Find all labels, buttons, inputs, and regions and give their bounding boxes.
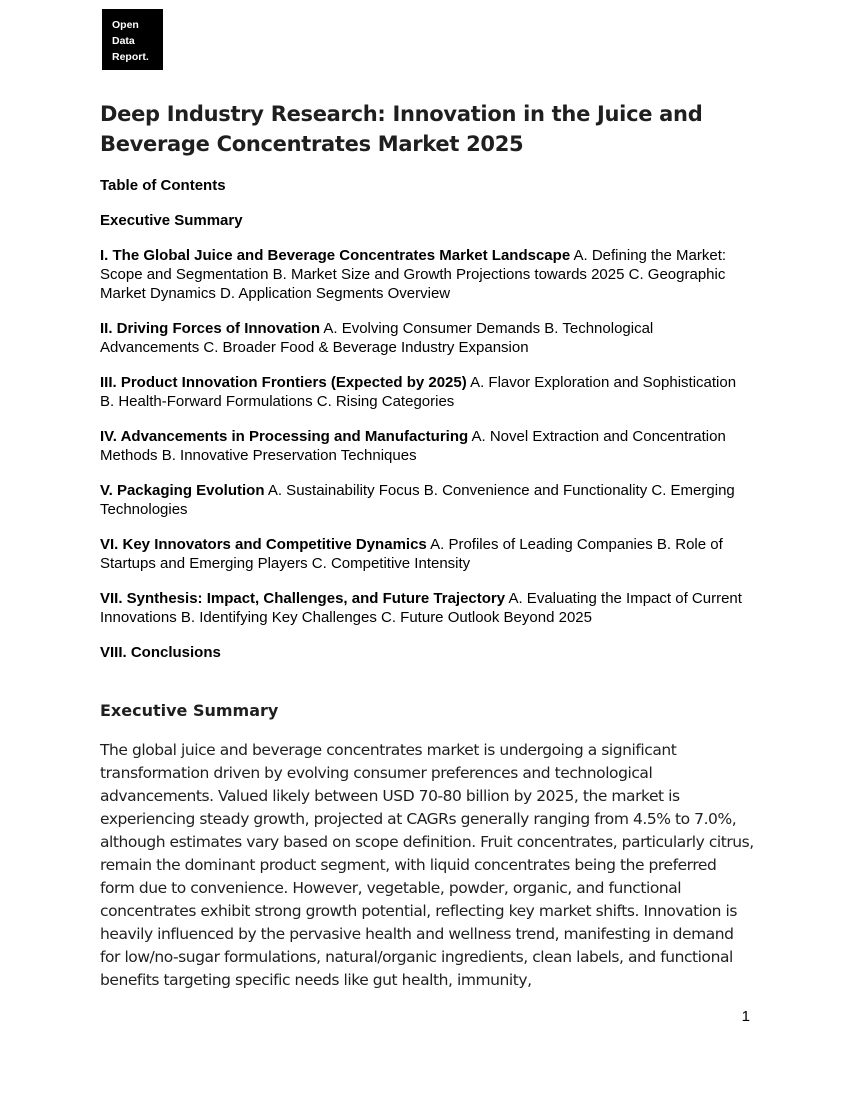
toc-section-title: I. The Global Juice and Beverage Concentrates Market Landscape [100, 247, 571, 264]
toc-section-title: VI. Key Innovators and Competitive Dynamics [100, 536, 427, 553]
toc-section-5 [100, 481, 752, 519]
toc-section-title: VII. Synthesis: Impact, Challenges, and Future Trajectory [100, 590, 506, 607]
open-data-report-logo [102, 9, 163, 70]
toc-section-7 [100, 589, 752, 627]
toc-section-4 [100, 427, 752, 465]
toc-executive-summary: Executive Summary [100, 212, 243, 229]
toc-conclusions: VIII. Conclusions [100, 644, 221, 661]
executive-summary-heading: Executive Summary [100, 701, 279, 720]
toc-section-subsections: A. Sustainability Focus B. Convenience and Functionality C. Emerging Technologies [100, 482, 735, 518]
toc-section-title: II. Driving Forces of Innovation [100, 320, 321, 337]
toc-section-6 [100, 535, 752, 573]
toc-section-title: III. Product Innovation Frontiers (Expected by 2025) [100, 374, 467, 391]
report-title: Deep Industry Research: Innovation in the Juice and Beverage Concentrates Market 2025 [100, 102, 703, 156]
toc-section-subsections: A. Flavor Exploration and Sophistication B. Health-Forward Formulations C. Rising Categories [100, 374, 737, 410]
toc-section-subsections: A. Evolving Consumer Demands B. Technological Advancements C. Broader Food & Beverage Industry Expansion [100, 320, 654, 356]
executive-summary-body: The global juice and beverage concentrates market is undergoing a significant transformation driven by evolving consumer preferences and technological advancements. Valued likely between USD 70-80 billion by 2025, the market is experiencing steady growth, projected at CAGRs generally ranging from 4.5% to 7.0%, although estimates vary based on scope definition. Fruit concentrates, particularly citrus, remain the dominant product segment, with liquid concentrates being the preferred form due to convenience. However, vegetable, powder, organic, and functional concentrates exhibit strong growth potential, reflecting key market shifts. Innovation is heavily influenced by the pervasive health and wellness trend, manifesting in demand for low/no-sugar formulations, natural/organic ingredients, clean labels, and functional benefits targeting specific needs like gut health, immunity, [100, 741, 754, 989]
toc-section-subsections: A. Defining the Market: Scope and Segmentation B. Market Size and Growth Projections towards 2025 C. Geographic Market Dynamics D. Application Segments Overview [100, 247, 727, 302]
logo-line-1: Open [112, 19, 139, 31]
toc-section-subsections: A. Evaluating the Impact of Current Innovations B. Identifying Key Challenges C. Future Outlook Beyond 2025 [100, 590, 742, 626]
toc-section-3 [100, 373, 752, 411]
page-number: 1 [741, 1008, 750, 1025]
toc-section-title: V. Packaging Evolution [100, 482, 265, 499]
toc-section-subsections: A. Profiles of Leading Companies B. Role of Startups and Emerging Players C. Competitive Intensity [100, 536, 723, 572]
table-of-contents [100, 176, 752, 678]
logo-line-2: Data [112, 35, 135, 47]
toc-section-1 [100, 246, 752, 303]
toc-section-title: IV. Advancements in Processing and Manufacturing [100, 428, 469, 445]
toc-section-subsections: A. Novel Extraction and Concentration Methods B. Innovative Preservation Techniques [100, 428, 726, 464]
toc-section-2 [100, 319, 752, 357]
toc-heading: Table of Contents [100, 177, 226, 194]
logo-line-3: Report. [112, 51, 149, 63]
